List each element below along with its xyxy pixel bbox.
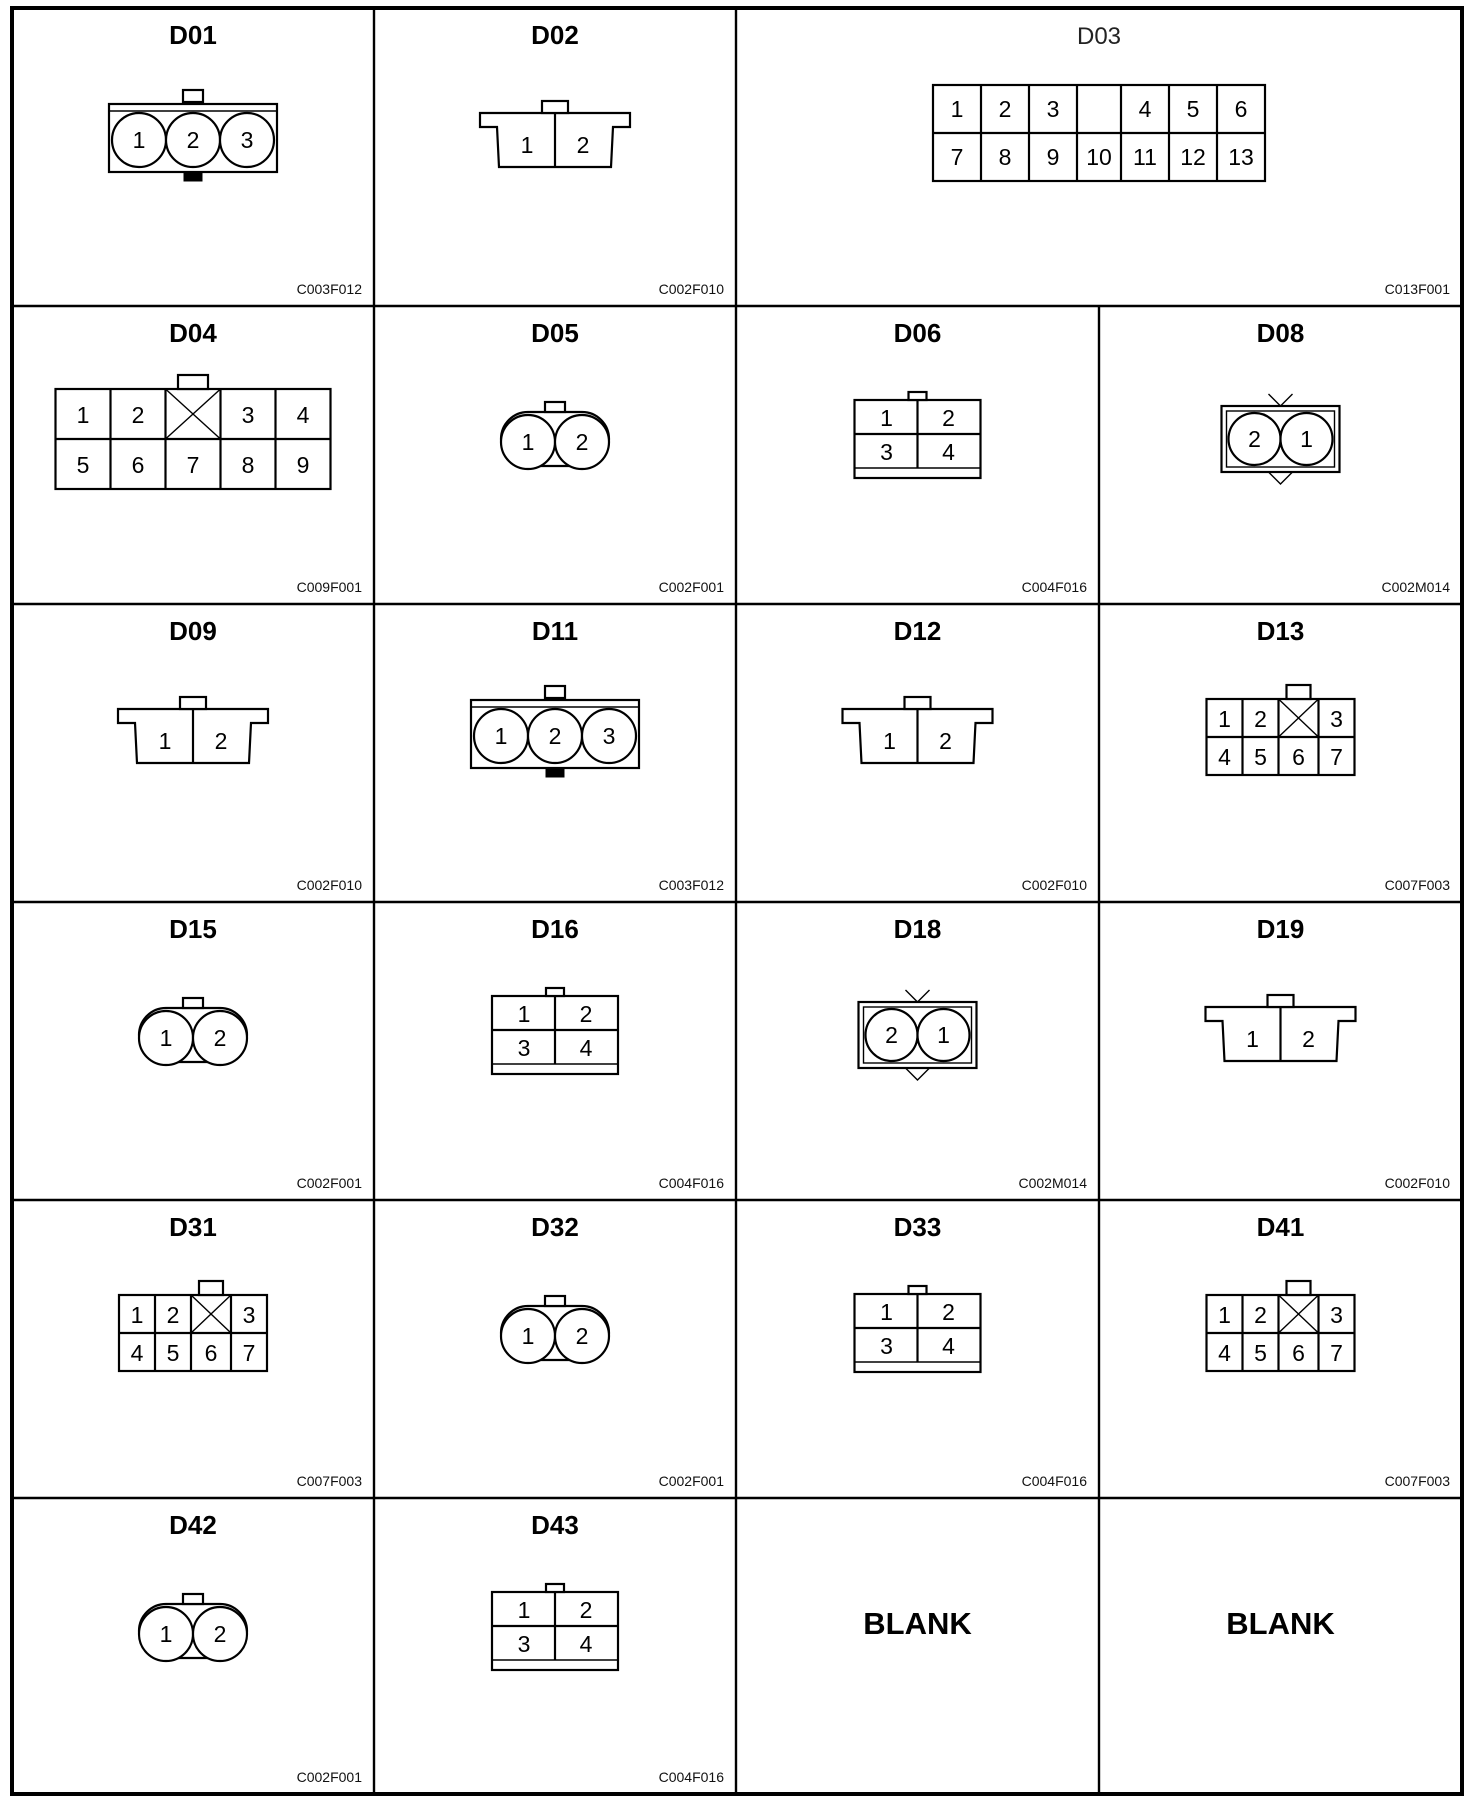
pin-label: 3 [880,1333,893,1359]
pin-label: 7 [1330,1340,1343,1366]
connector-d18 [859,914,1088,1191]
pin-label: 11 [1133,144,1157,170]
part-code: C002F010 [296,877,362,893]
pin-label: 2 [1248,426,1261,452]
connector-id: D42 [169,1510,217,1540]
connector-d12 [843,616,1088,893]
latch-tab [183,1594,203,1604]
connector-id: D08 [1256,318,1305,348]
latch-tab [545,686,565,698]
part-code: C002F001 [296,1175,362,1191]
latch-tab [545,1296,565,1306]
pin-label: 7 [242,1340,256,1366]
pin-label: 5 [166,1340,180,1366]
latch-tab [909,392,927,400]
connector-id: D41 [1256,1212,1305,1242]
latch-tab [183,90,203,102]
part-code: C007F003 [1384,1473,1450,1489]
pin-label: 2 [1302,1026,1315,1052]
pin-label: 6 [1292,744,1305,770]
part-code: C004F016 [1021,579,1087,595]
pin-label: 2 [131,402,145,428]
pin-label: 2 [576,132,590,158]
pin-label: 1 [950,96,964,122]
pin-label: 5 [1254,1340,1267,1366]
key-marker [546,768,564,777]
pin-label: 2 [939,728,952,754]
pin-label: 3 [880,439,893,465]
pin-label: 1 [159,1025,173,1051]
blank-label: BLANK [863,1606,972,1641]
connector-d05 [501,318,724,595]
connector-id: D05 [531,318,579,348]
pin-label: 3 [517,1035,531,1061]
connector-d13 [1207,616,1451,893]
part-code: C003F012 [658,877,724,893]
pin-label: 1 [158,728,172,754]
pin-label: 3 [1046,96,1060,122]
pin-label: 4 [130,1340,144,1366]
pin-label: 2 [885,1022,898,1048]
connector-id: D43 [531,1510,579,1540]
pin-label: 8 [998,144,1012,170]
connector-id: D09 [169,616,217,646]
part-code: C007F003 [1384,877,1450,893]
latch-tab [1287,685,1311,699]
connector-id: D16 [531,914,579,944]
connector-d15 [139,914,362,1191]
pin-label: 4 [579,1035,593,1061]
pin-label: 7 [950,144,964,170]
part-code: C013F001 [1384,281,1450,297]
pin-label: 3 [241,402,255,428]
connector-id: D01 [169,20,217,50]
latch-mark [906,990,930,1002]
part-code: C002F001 [296,1769,362,1785]
pin-label: 1 [880,1299,893,1325]
connector-id: D31 [169,1212,217,1242]
pin-label: 5 [1186,96,1200,122]
connector-d33 [855,1212,1088,1489]
pin-label: 8 [241,452,255,478]
latch-tab [183,998,203,1008]
pin-label: 10 [1086,144,1112,170]
pin-label: 2 [579,1001,593,1027]
pin-label: 1 [883,728,896,754]
pin-label: 2 [186,127,200,153]
latch-tab [1268,995,1294,1007]
pin-label: 3 [1330,1302,1343,1328]
connector-id: D06 [893,318,942,348]
pin-label: 4 [1218,1340,1231,1366]
connector-d42 [139,1510,362,1785]
pin-label: 1 [520,132,534,158]
pin-label: 1 [1218,1302,1231,1328]
pin-label: 1 [521,1323,535,1349]
connector-id: D11 [531,616,579,646]
connector-id: D13 [1256,616,1305,646]
pin-label: 3 [242,1302,256,1328]
connector-id: D02 [531,20,579,50]
key-mark [1269,472,1293,484]
pin-label: 13 [1228,144,1254,170]
part-code: C002F010 [658,281,724,297]
pin-label: 4 [579,1631,593,1657]
pin-label: 4 [296,402,310,428]
part-code: C003F012 [296,281,362,297]
pin-label: 2 [998,96,1012,122]
pin-label: 4 [1138,96,1152,122]
part-code: C002F001 [658,1473,724,1489]
part-code: C009F001 [296,579,362,595]
pin-label: 2 [575,429,589,455]
pin-label: 2 [213,1621,227,1647]
pin-label: 1 [517,1001,531,1027]
latch-tab [199,1281,223,1295]
pin-label: 2 [1254,706,1267,732]
pin-label: 9 [1046,144,1060,170]
part-code: C007F003 [296,1473,362,1489]
pin-label: 4 [1218,744,1231,770]
blank-label: BLANK [1226,1606,1335,1641]
connector-d08 [1222,318,1451,595]
part-code: C002F010 [1021,877,1087,893]
part-code: C002M014 [1381,579,1450,595]
pin-label: 12 [1180,144,1206,170]
pin-label: 5 [76,452,90,478]
pin-label: 1 [937,1022,950,1048]
pin-label: 1 [159,1621,173,1647]
part-code: C002M014 [1018,1175,1087,1191]
connector-id: D33 [893,1212,942,1242]
pin-label: 6 [131,452,145,478]
pin-label: 4 [942,1333,955,1359]
pin-label: 6 [1292,1340,1305,1366]
pin-label: 2 [548,723,562,749]
connector-d02 [480,20,724,297]
pin-label: 1 [521,429,535,455]
pin-label: 6 [204,1340,218,1366]
latch-tab [909,1286,927,1294]
part-code: C004F016 [1021,1473,1087,1489]
connector-d16 [492,914,724,1191]
connector-d32 [501,1212,724,1489]
pin-label: 2 [579,1597,593,1623]
pin-label: 1 [880,405,893,431]
pin-label: 2 [166,1302,180,1328]
latch-mark [1269,394,1293,406]
latch-tab [905,697,931,709]
connector-d01 [109,20,362,297]
pin-label: 6 [1234,96,1248,122]
pin-label: 2 [575,1323,589,1349]
latch-tab [1287,1281,1311,1295]
key-marker [184,172,202,181]
connector-d41 [1207,1212,1451,1489]
pin-label: 2 [213,1025,227,1051]
connector-d04 [56,318,363,595]
connector-d31 [119,1212,362,1489]
part-code: C002F010 [1384,1175,1450,1191]
pin-label: 7 [186,452,200,478]
pin-label: 1 [130,1302,144,1328]
pin-label: 3 [1330,706,1343,732]
connector-d03 [933,23,1450,297]
part-code: C002F001 [658,579,724,595]
part-code: C004F016 [658,1769,724,1785]
connector-d43 [492,1510,724,1785]
connector-id: D19 [1256,914,1305,944]
connector-id: D32 [531,1212,579,1242]
pin-label: 7 [1330,744,1343,770]
pin-label: 3 [517,1631,531,1657]
part-code: C004F016 [658,1175,724,1191]
pin-label: 5 [1254,744,1267,770]
latch-tab [545,402,565,412]
connector-d06 [855,318,1088,595]
pin-label: 1 [494,723,508,749]
connector-d19 [1206,914,1451,1191]
latch-tab [178,375,208,389]
pin-label: 2 [214,728,228,754]
key-mark [906,1068,930,1080]
connector-d11 [471,616,724,893]
connector-id: D18 [893,914,942,944]
latch-tab [546,1584,564,1592]
latch-tab [180,697,206,709]
pin-label: 4 [942,439,955,465]
pin-label: 2 [942,405,955,431]
latch-tab [546,988,564,996]
connector-d09 [118,616,362,893]
latch-tab [542,101,568,113]
pin-label: 1 [76,402,90,428]
pin-label: 9 [296,452,310,478]
connector-id: D03 [1076,23,1122,50]
pin-label: 1 [132,127,146,153]
pin-label: 3 [602,723,616,749]
pin-label: 1 [1300,426,1313,452]
pin-label: 2 [942,1299,955,1325]
pin-label: 1 [1246,1026,1259,1052]
grid-lines [12,8,1462,1794]
connector-id: D15 [169,914,217,944]
pin-label: 1 [1218,706,1231,732]
connector-id: D04 [169,318,217,348]
pin-label: 2 [1254,1302,1267,1328]
pin-label: 3 [240,127,254,153]
pin-label: 1 [517,1597,531,1623]
connector-id: D12 [893,616,942,646]
